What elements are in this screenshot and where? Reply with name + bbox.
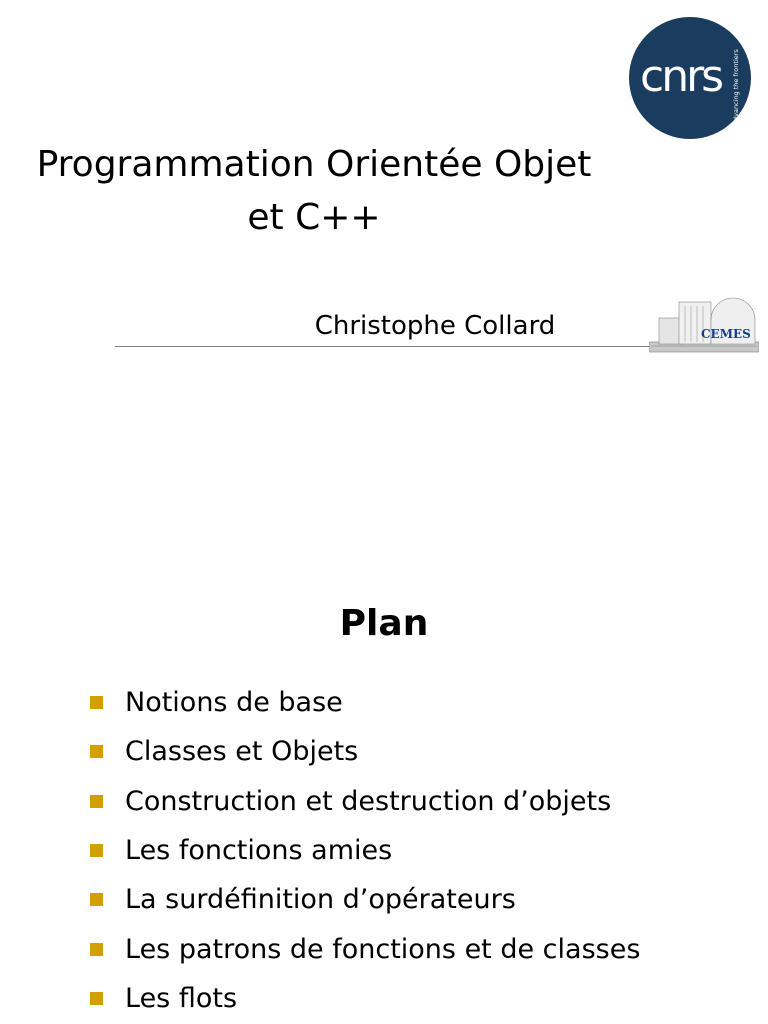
plan-title: Plan	[339, 603, 429, 644]
plan-list	[90, 678, 640, 1023]
square-bullet-icon	[90, 844, 103, 857]
list-item	[90, 777, 640, 826]
presentation-title	[0, 140, 628, 242]
list-item-label: La surdéfinition d’opérateurs	[125, 884, 516, 916]
cnrs-logo	[628, 17, 752, 139]
author-divider	[115, 346, 675, 347]
cnrs-wordmark: cnrs	[640, 51, 722, 102]
list-item	[90, 875, 640, 924]
title-line-1: Programmation Orientée Objet	[36, 144, 592, 185]
list-item	[90, 678, 640, 727]
title-line-2: et C++	[247, 197, 381, 238]
list-item	[90, 924, 640, 973]
author-name: Christophe Collard	[314, 311, 556, 341]
square-bullet-icon	[90, 992, 103, 1005]
square-bullet-icon	[90, 943, 103, 956]
cnrs-tagline: advancing the frontiers	[732, 49, 740, 125]
square-bullet-icon	[90, 893, 103, 906]
cemes-text: CEMES	[701, 327, 751, 341]
cemes-logo	[649, 296, 759, 354]
list-item-label: Classes et Objets	[125, 736, 359, 768]
list-item-label: Les fonctions amies	[125, 835, 393, 867]
list-item	[90, 974, 640, 1023]
list-item	[90, 727, 640, 776]
square-bullet-icon	[90, 795, 103, 808]
plan-slide	[0, 512, 768, 1024]
list-item-label: Notions de base	[125, 687, 343, 719]
square-bullet-icon	[90, 696, 103, 709]
list-item	[90, 826, 640, 875]
list-item-label: Construction et destruction d’objets	[125, 785, 612, 817]
list-item-label: Les flots	[125, 982, 238, 1014]
square-bullet-icon	[90, 745, 103, 758]
list-item-label: Les patrons de fonctions et de classes	[125, 933, 641, 965]
